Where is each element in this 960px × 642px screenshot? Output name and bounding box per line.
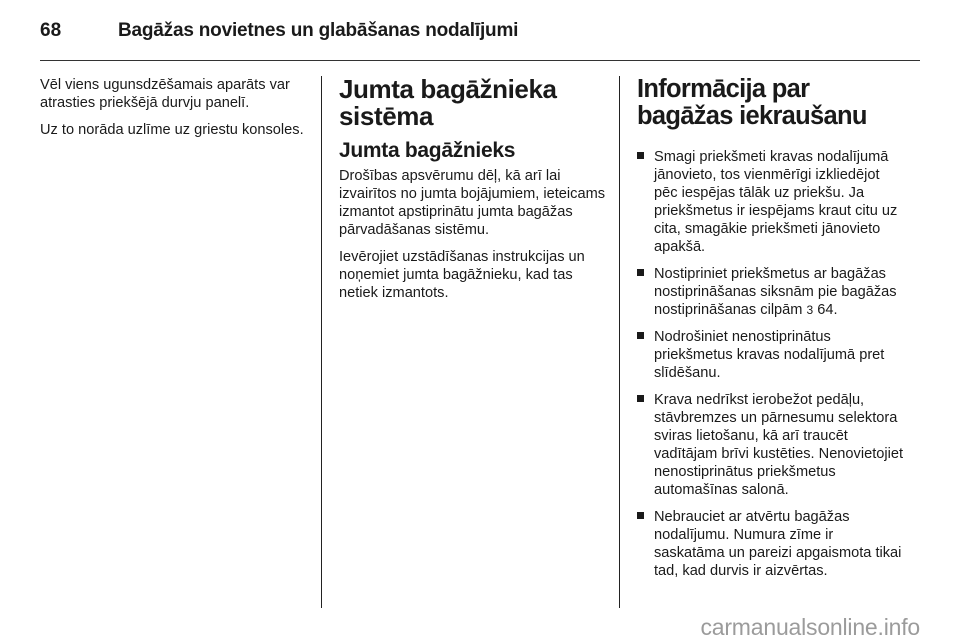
paragraph-roof-rack-instructions: Ievērojiet uzstādīšanas instrukcijas un noņemiet jumta bagāžnieku, kad tas netiek izmantots.	[339, 249, 585, 301]
list-item	[637, 508, 907, 580]
page-number: 68	[40, 20, 62, 41]
list-item	[637, 391, 907, 499]
bullet-icon	[637, 332, 644, 339]
section-heading-loading-info: Informācija par bagāžas iekraušanu	[637, 75, 867, 130]
subsection-heading-roof-rack: Jumta bagāžnieks	[339, 139, 516, 162]
bullet-icon	[637, 152, 644, 159]
list-item-text: Krava nedrīkst ierobežot pedāļu, stāvbremzes un pārnesumu selektora sviras lietošanu, kā arī traucēt vadītājam brīvi kustēties. Nenovietojiet nenostiprinātus priekšmetus automašīnas salonā.	[654, 392, 904, 498]
list-item	[637, 148, 907, 256]
paragraph-sticker: Uz to norāda uzlīme uz griestu konsoles.	[40, 122, 304, 138]
column-left	[40, 76, 308, 148]
paragraph-roof-rack-safety: Drošības apsvērumu dēļ, kā arī lai izvairītos no jumta bojājumiem, ieteicams izmantot apstiprinātu jumta bagāžas pārvadāšanas sistēmu.	[339, 168, 606, 238]
column-divider-2	[619, 76, 620, 608]
column-right	[637, 76, 907, 589]
bullet-icon	[637, 395, 644, 402]
header-rule	[40, 60, 920, 61]
page-header	[40, 20, 920, 54]
loading-tips-list	[637, 148, 907, 580]
column-divider-1	[321, 76, 322, 608]
page-reference-number[interactable]: 64.	[817, 302, 838, 318]
bullet-icon	[637, 512, 644, 519]
list-item	[637, 328, 907, 382]
watermark: carmanualsonline.info	[700, 614, 920, 640]
list-item-text: Nodrošiniet nenostiprinātus priekšmetus kravas nodalījumā pret slīdēšanu.	[654, 329, 885, 381]
section-heading-roof-rack-system: Jumta bagāžnieka sistēma	[339, 74, 557, 131]
bullet-icon	[637, 269, 644, 276]
list-item-text: Nebrauciet ar atvērtu bagāžas nodalījumu. Numura zīme ir saskatāma un pareizi apgaismota tikai tad, kad durvis ir aizvērtas.	[654, 509, 902, 579]
paragraph-fire-extinguisher: Vēl viens ugunsdzēšamais aparāts var atrasties priekšējā durvju panelī.	[40, 77, 290, 111]
chapter-title: Bagāžas novietnes un glabāšanas nodalījumi	[118, 20, 519, 41]
page-reference-icon[interactable]: 3	[806, 303, 814, 317]
list-item-text: Nostipriniet priekšmetus ar bagāžas nostiprināšanas siksnām pie bagāžas nostiprināšanas cilpām	[654, 266, 897, 318]
column-middle	[339, 76, 607, 311]
list-item	[637, 265, 907, 319]
list-item-text: Smagi priekšmeti kravas nodalījumā jānovieto, tos vienmērīgi izkliedējot pēc iespējas tālāk uz priekšu. Ja priekšmetus ir iespējams kraut citu uz cita, smagākie priekšmeti jānovieto apakšā.	[654, 149, 898, 255]
